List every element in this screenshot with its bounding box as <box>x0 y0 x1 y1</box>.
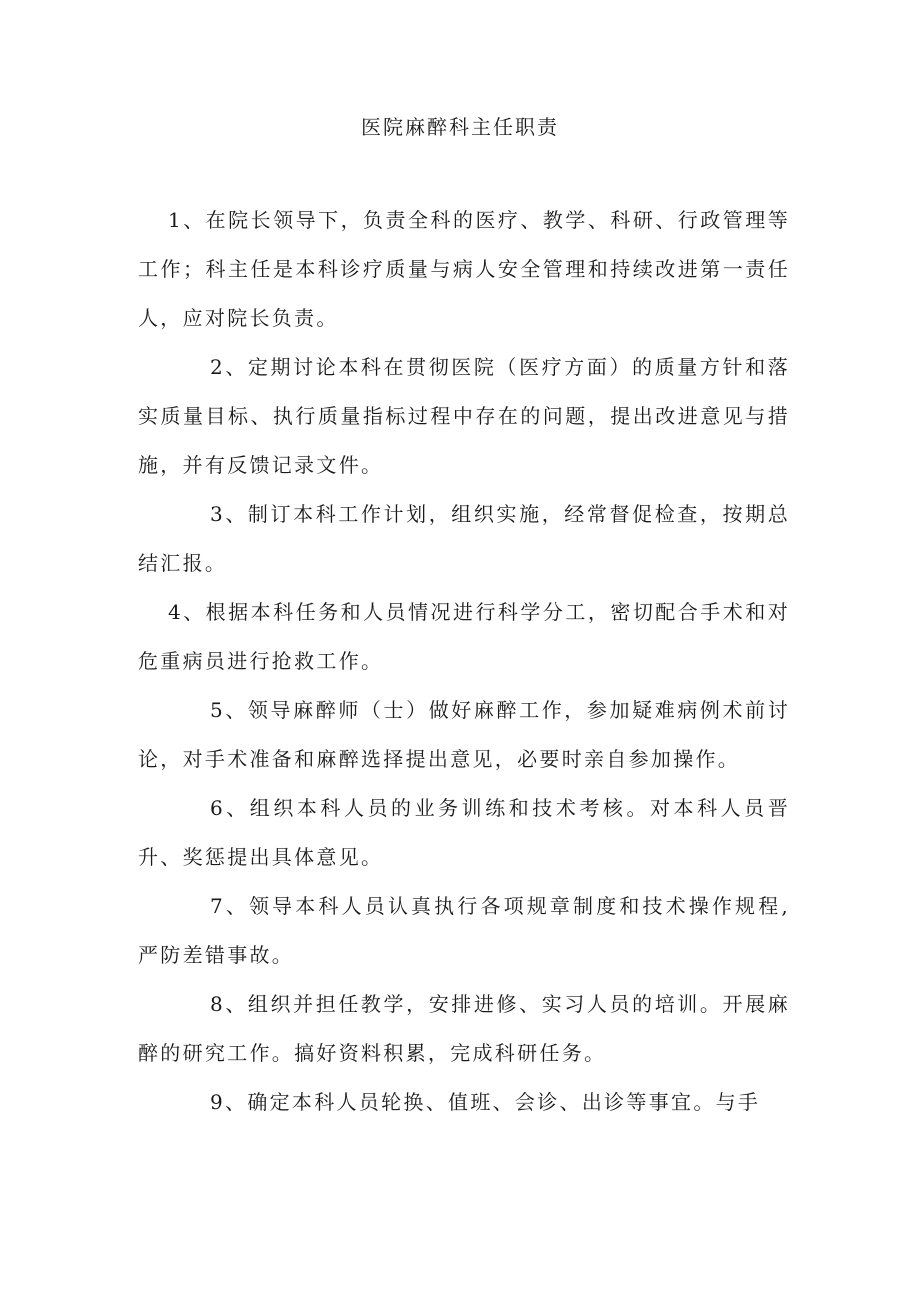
duty-paragraph-7: 7、领导本科人员认真执行各项规章制度和技术操作规程,严防差错事故。 <box>138 894 790 967</box>
duty-paragraph-6: 6、组织本科人员的业务训练和技术考核。对本科人员晋升、奖惩提出具体意见。 <box>138 796 790 869</box>
duty-paragraph-1: 1、在院长领导下，负责全科的医疗、教学、科研、行政管理等工作；科主任是本科诊疗质量与病人安全管理和持续改进第一责任人，应对院长负责。 <box>138 208 790 330</box>
duty-paragraph-3: 3、制订本科工作计划，组织实施，经常督促检查，按期总结汇报。 <box>138 502 790 575</box>
duty-paragraph-9: 9、确定本科人员轮换、值班、会诊、出诊等事宜。与手 <box>210 1090 761 1114</box>
duty-paragraph-4: 4、根据本科任务和人员情况进行科学分工，密切配合手术和对危重病员进行抢救工作。 <box>138 600 790 673</box>
duty-paragraph-5: 5、领导麻醉师（士）做好麻醉工作，参加疑难病例术前讨论，对手术准备和麻醉选择提出意见，必要时亲自参加操作。 <box>138 698 790 771</box>
duty-paragraph-8: 8、组织并担任教学，安排进修、实习人员的培训。开展麻醉的研究工作。搞好资料积累，完成科研任务。 <box>138 992 790 1065</box>
duty-paragraph-2: 2、定期讨论本科在贯彻医院（医疗方面）的质量方针和落实质量目标、执行质量指标过程中存在的问题，提出改进意见与措施，并有反馈记录文件。 <box>138 355 790 477</box>
document-title: 医院麻醉科主任职责 <box>361 115 559 139</box>
